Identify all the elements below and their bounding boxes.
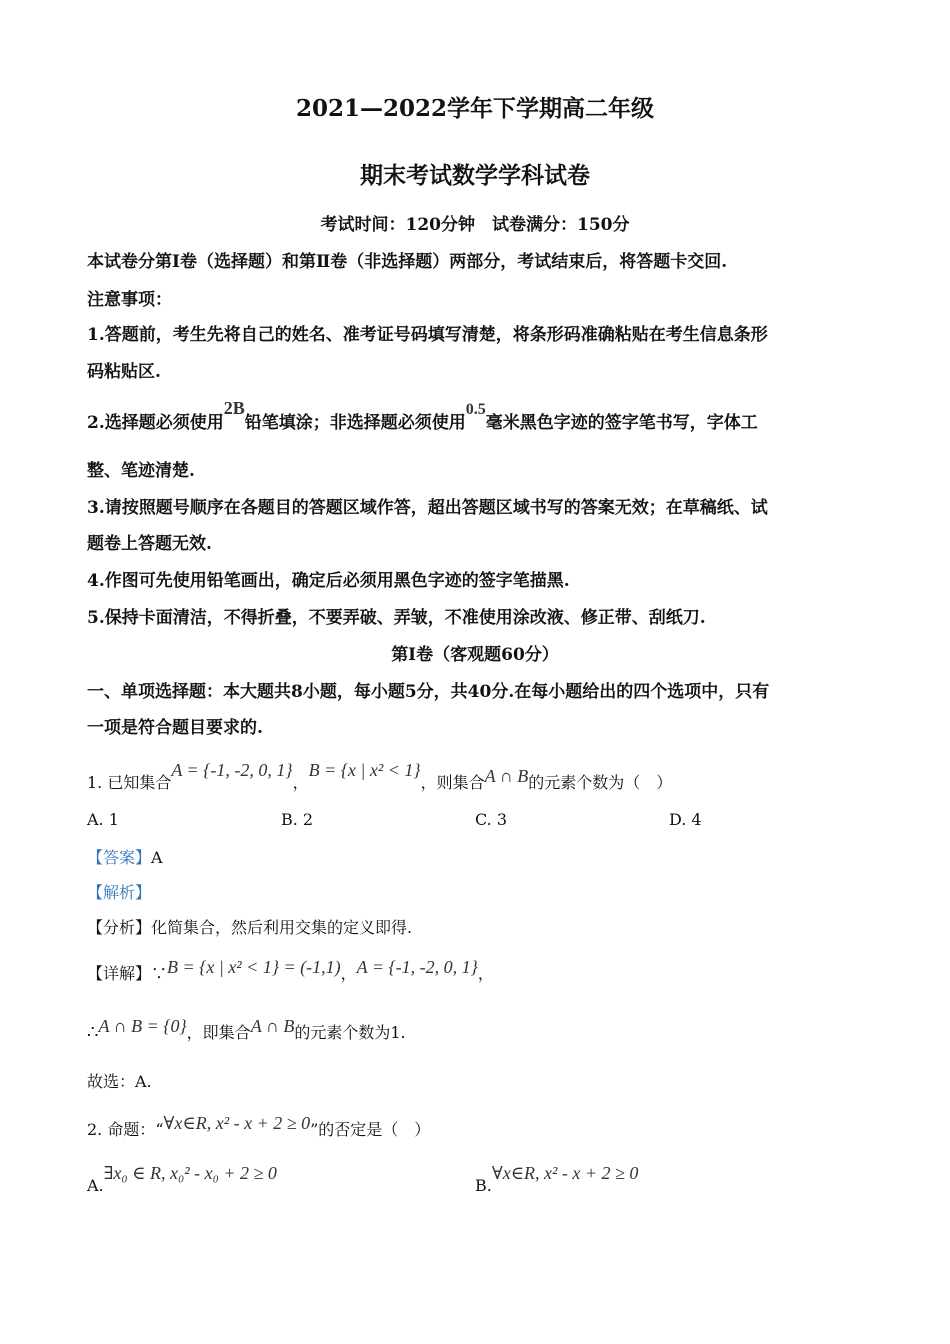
intro-description: 本试卷分第Ⅰ卷（选择题）和第Ⅱ卷（非选择题）两部分，考试结束后，将答题卡交回.	[87, 252, 728, 272]
q1-set-a: A = {-1, -2, 0, 1}	[171, 760, 293, 780]
notice-item4: 4.作图可先使用铅笔画出，确定后必须用黑色字迹的签字笔描黑.	[87, 571, 570, 591]
question-2	[87, 1113, 431, 1140]
q2-option-b-label: B.	[475, 1176, 492, 1195]
q1-intersect: A ∩ B	[484, 766, 529, 786]
q1-mid: ，则集合	[420, 773, 485, 792]
notice-heading: 注意事项：	[87, 290, 172, 310]
section1-heading: 第Ⅰ卷（客观题60分）	[391, 645, 559, 665]
q2-option-b-math: ∀x∈R, x² - x + 2 ≥ 0	[491, 1163, 639, 1183]
q1-option-c: C. 3	[475, 810, 508, 829]
notice-item1-b: 码粘贴区.	[87, 362, 161, 382]
q1-choose: 故选：A.	[87, 1072, 152, 1091]
notice-item2-line	[87, 398, 758, 433]
q2-prefix: 2. 命题：“	[87, 1120, 164, 1139]
q1-detail	[87, 957, 494, 984]
q2-statement: ∀x∈R, x² - x + 2 ≥ 0	[163, 1113, 311, 1133]
notice-item1-a: 1.答题前，考生先将自己的姓名、准考证号码填写清楚，将条形码准确粘贴在考生信息条形	[87, 325, 768, 345]
q1-fenxi	[87, 915, 412, 938]
q2-option-a-label: A.	[87, 1176, 104, 1195]
q1-set-b: B = {x | x² < 1}	[308, 760, 421, 780]
notice-item2-c: 毫米黑色字迹的签字笔书写，字体工	[485, 413, 758, 433]
notice-item5: 5.保持卡面清洁，不得折叠，不要弄破、弄皱，不准使用涂改液、修正带、刮纸刀.	[87, 608, 706, 628]
result-intersect2: A ∩ B	[250, 1016, 295, 1036]
detail-set-b: B = {x | x² < 1} = (-1,1)	[167, 957, 341, 977]
notice-item3-a: 3.请按照题号顺序在各题目的答题区域作答，超出答题区域书写的答案无效；在草稿纸、试	[87, 498, 768, 518]
notice-item2-d: 整、笔迹清楚.	[87, 461, 195, 481]
notice-item3-b: 题卷上答题无效.	[87, 534, 212, 554]
q1-result	[87, 1016, 406, 1043]
q1-prefix: 1. 已知集合	[87, 773, 172, 792]
detail-comma: ，	[340, 964, 357, 983]
answer-value: A	[151, 848, 163, 867]
pencil-grade: 2B	[223, 398, 245, 418]
detail-set-a: A = {-1, -2, 0, 1}	[356, 957, 478, 977]
q2-option-a-math: ∃x₀ ∈ R, x₀² - x₀ + 2 ≥ 0	[103, 1163, 277, 1183]
detail-tag: 【详解】∵	[87, 964, 168, 983]
fenxi-tag: 【分析】	[87, 918, 152, 937]
q2-suffix: ”的否定是（ ）	[310, 1120, 431, 1139]
q1-option-a: A. 1	[87, 810, 119, 829]
section1-part-a: 一、单项选择题：本大题共8小题，每小题5分，共40分.在每小题给出的四个选项中，只有	[87, 682, 770, 702]
notice-item2-b: 铅笔填涂；非选择题必须使用	[244, 413, 466, 433]
q1-suffix: 的元素个数为（ ）	[528, 773, 673, 792]
pen-width: 0.5	[465, 401, 486, 418]
q1-option-d: D. 4	[669, 810, 702, 829]
analysis-tag: 【解析】	[87, 883, 152, 902]
q2-option-b	[475, 1163, 639, 1196]
section1-part-b: 一项是符合题目要求的.	[87, 718, 263, 738]
q2-option-a	[87, 1163, 277, 1196]
notice-item2-a: 2.选择题必须使用	[87, 413, 224, 433]
result-mid: ，即集合	[186, 1023, 251, 1042]
answer-tag: 【答案】	[87, 848, 152, 867]
q1-answer	[87, 845, 163, 868]
therefore-symbol: ∴	[87, 1022, 99, 1043]
q1-comma: ，	[292, 773, 309, 792]
title-line2: 期末考试数学学科试卷	[360, 162, 590, 189]
fenxi-text: 化简集合，然后利用交集的定义即得.	[151, 918, 413, 937]
q1-option-b: B. 2	[281, 810, 314, 829]
result-intersection: A ∩ B = {0}	[98, 1016, 187, 1036]
detail-end: ，	[477, 964, 494, 983]
title-line1: 2021—2022学年下学期高二年级	[295, 95, 655, 122]
question-1	[87, 760, 673, 793]
exam-info: 考试时间：120分钟 试卷满分：150分	[320, 215, 630, 235]
result-end: 的元素个数为1.	[294, 1023, 406, 1042]
